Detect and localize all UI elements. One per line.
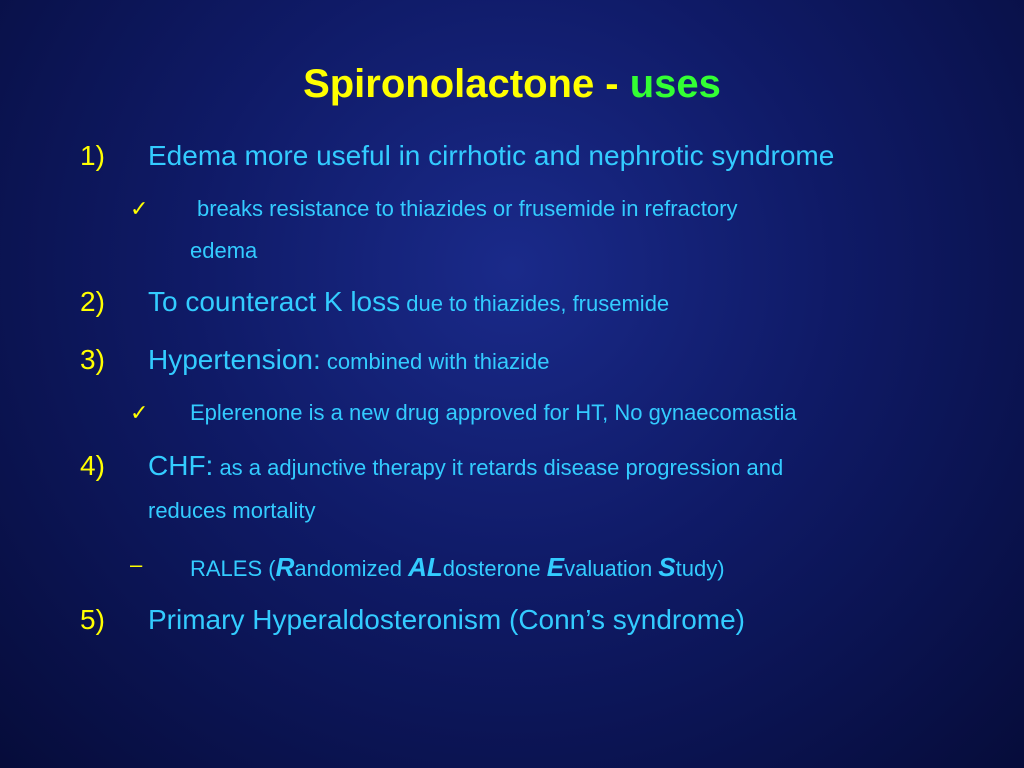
slide-title [0, 60, 1024, 108]
sub-item-text: Eplerenone is a new drug approved for HT, No gynaecomastia [190, 400, 797, 425]
rales-text: RALES (Randomized ALdosterone Evaluation Study) [190, 552, 725, 582]
item-number: 1) [80, 140, 105, 171]
item-text: Hypertension: combined with thiazide [148, 344, 550, 375]
sub-item-text-cont: edema [190, 238, 258, 263]
item-number: 4) [80, 450, 105, 481]
item-text: To counteract K loss due to thiazides, frusemide [148, 286, 670, 317]
item-text: Primary Hyperaldosteronism (Conn’s syndrome) [148, 604, 746, 635]
item-text-cont: reduces mortality [148, 498, 316, 523]
title-accent: uses [629, 62, 721, 106]
item-number: 2) [80, 286, 105, 317]
item-number: 5) [80, 604, 105, 635]
item-text: Edema more useful in cirrhotic and nephrotic syndrome [148, 140, 835, 171]
title-main: Spironolactone - [303, 62, 630, 106]
dash-icon: – [130, 552, 143, 577]
item-text: CHF: as a adjunctive therapy it retards disease progression and [148, 450, 784, 481]
check-icon: ✓ [130, 400, 149, 425]
item-number: 3) [80, 344, 105, 375]
check-icon: ✓ [130, 196, 149, 221]
sub-item-text: breaks resistance to thiazides or frusemide in refractory [197, 196, 738, 221]
